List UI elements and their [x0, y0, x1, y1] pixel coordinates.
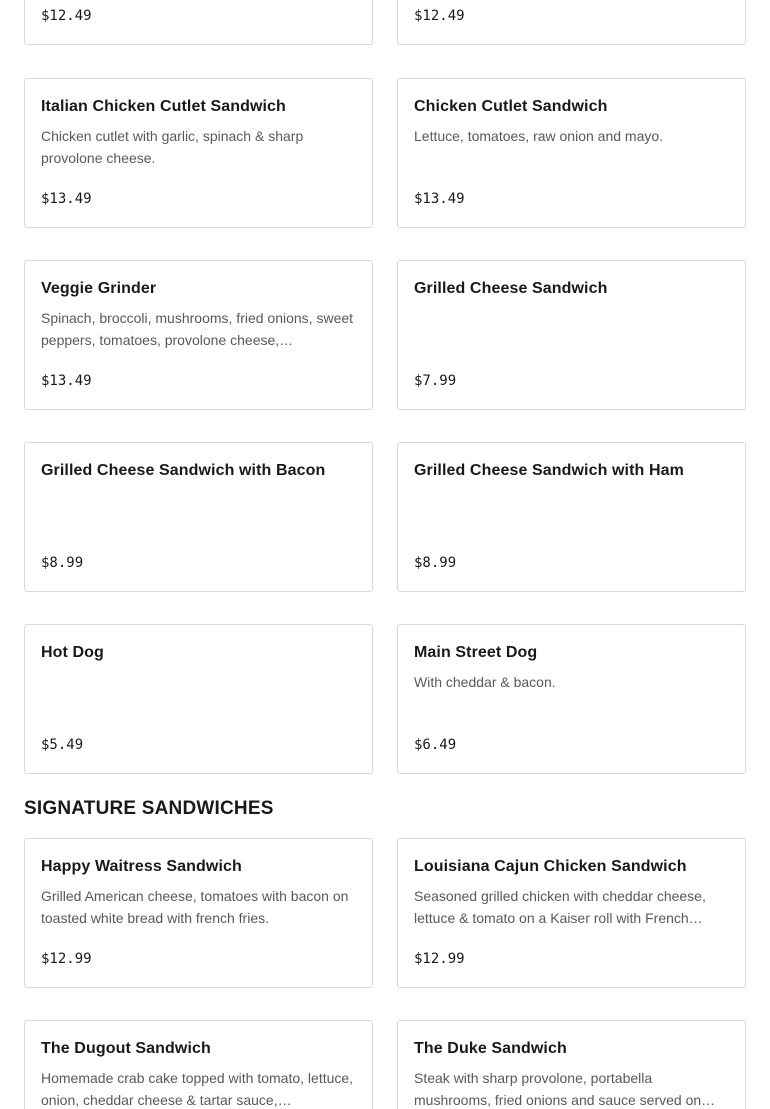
menu-item-card[interactable] [397, 838, 746, 988]
menu-item-card[interactable] [24, 260, 373, 410]
section-title: SIGNATURE SANDWICHES [24, 798, 274, 819]
item-name: Grilled Cheese Sandwich [414, 280, 608, 297]
menu-item-card[interactable] [24, 1020, 373, 1109]
item-description: Lettuce, tomatoes, raw onion and mayo. [414, 128, 664, 144]
item-description: Steak with sharp provolone, portabella mushrooms, fried onions and sauce served on… [414, 1070, 716, 1108]
item-description: Spinach, broccoli, mushrooms, fried onions, sweet peppers, tomatoes, provolone cheese,… [41, 310, 354, 348]
item-price: $7.99 [414, 373, 457, 389]
item-name: The Dugout Sandwich [41, 1040, 211, 1057]
item-price: $12.99 [414, 951, 465, 967]
item-price: $8.99 [41, 555, 84, 571]
menu-item-card[interactable] [397, 1020, 746, 1109]
item-price: $12.49 [414, 8, 465, 24]
item-name: Grilled Cheese Sandwich with Bacon [41, 462, 326, 479]
item-name: Italian Chicken Cutlet Sandwich [41, 98, 286, 115]
item-name: Louisiana Cajun Chicken Sandwich [414, 858, 687, 875]
menu-item-card[interactable] [397, 78, 746, 228]
item-name: Chicken Cutlet Sandwich [414, 98, 608, 115]
item-description: With cheddar & bacon. [414, 674, 556, 690]
item-name: Veggie Grinder [41, 280, 157, 297]
menu-item-card[interactable] [397, 624, 746, 774]
menu-item-card[interactable] [24, 78, 373, 228]
item-description: Homemade crab cake topped with tomato, lettuce, onion, cheddar cheese & tartar sauce,… [41, 1070, 354, 1108]
menu-item-card[interactable] [24, 624, 373, 774]
item-name: Happy Waitress Sandwich [41, 858, 242, 875]
menu-item-card[interactable] [24, 442, 373, 592]
menu-item-card[interactable] [397, 260, 746, 410]
item-description: Chicken cutlet with garlic, spinach & sharp provolone cheese. [41, 128, 304, 166]
item-price: $13.49 [41, 373, 92, 389]
menu-item-card[interactable] [397, 0, 746, 45]
item-price: $13.49 [41, 191, 92, 207]
item-price: $13.49 [414, 191, 465, 207]
menu-item-card[interactable] [397, 442, 746, 592]
item-price: $8.99 [414, 555, 457, 571]
menu-item-card[interactable] [24, 0, 373, 45]
item-name: Main Street Dog [414, 644, 538, 661]
item-name: Hot Dog [41, 644, 104, 661]
item-price: $5.49 [41, 737, 84, 753]
item-name: Grilled Cheese Sandwich with Ham [414, 462, 684, 479]
item-description: Seasoned grilled chicken with cheddar cheese, lettuce & tomato on a Kaiser roll with French… [414, 888, 706, 926]
item-name: The Duke Sandwich [414, 1040, 567, 1057]
item-description: Grilled American cheese, tomatoes with bacon on toasted white bread with french fries. [41, 888, 349, 926]
item-price: $12.99 [41, 951, 92, 967]
item-price: $6.49 [414, 737, 457, 753]
menu-item-card[interactable] [24, 838, 373, 988]
item-price: $12.49 [41, 8, 92, 24]
